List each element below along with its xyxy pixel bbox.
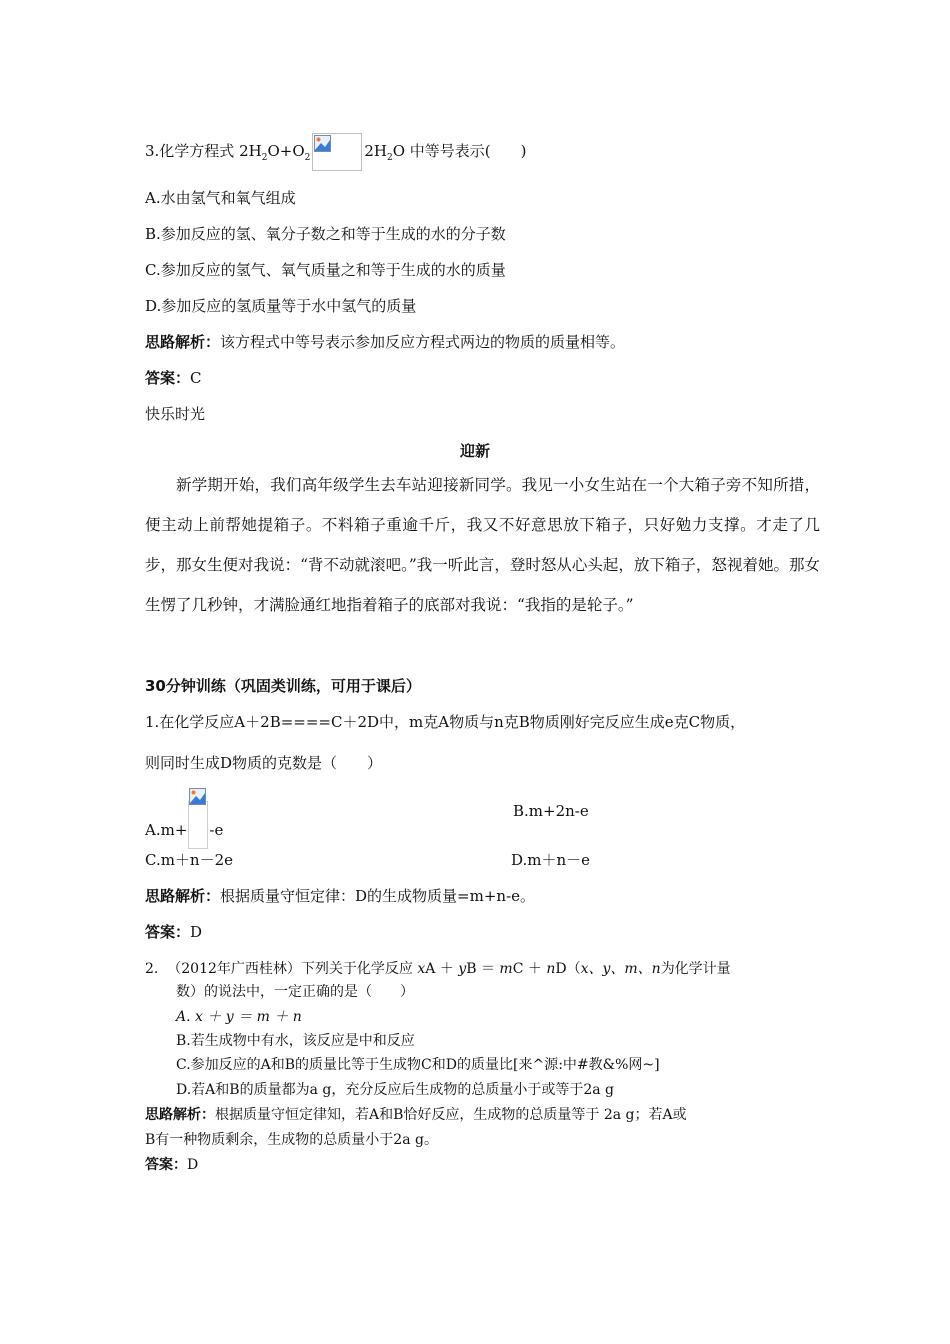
story-title: 迎新 (459, 442, 490, 460)
analysis-label: 思路解析： (145, 333, 221, 351)
q3-option-a: A.水由氢气和氧气组成 (145, 189, 296, 207)
q3-option-d: D.参加反应的氢质量等于水中氢气的质量 (145, 297, 417, 315)
story-body: 新学期开始，我们高年级学生去车站迎接新同学。我见一小女生站在一个大箱子旁不知所措，便主动上前帮她提箱子。不料箱子重逾千斤，我又不好意思放下箱子，只好勉力支撑。才走了几步，那女生便对我说：“背不动就滚吧。”我一听此言，登时怒从心头起，放下箱子，怒视着她。那女生愣了几秒钟，才满脸通红地指着箱子的底部对我说：“我指的是轮子。” (145, 476, 820, 614)
q2-stem-line2: 数）的说法中，一定正确的是（ ） (176, 984, 414, 1000)
q1-option-b: B.m+2n-e (513, 802, 589, 820)
answer-text: D (187, 1157, 199, 1173)
q3-analysis (145, 332, 625, 352)
q2-stem-line1: 2. （2012年广西桂林）下列关于化学反应 xA ＋ yB ＝ mC ＋ nD（x、y、m、n为化学计量 (145, 961, 731, 977)
broken-image-icon (189, 788, 206, 805)
answer-text: D (190, 923, 203, 941)
analysis-text: 该方程式中等号表示参加反应方程式两边的物质的质量相等。 (220, 333, 626, 351)
q1-option-c: C.m＋n－2e (145, 851, 234, 869)
q1-stem-line2: 则同时生成D物质的克数是（ ） (145, 754, 383, 772)
q1-answer (145, 922, 202, 942)
q1-stem-line1: 1.在化学反应A＋2B====C＋2D中，m克A物质与n克B物质刚好完反应生成e克C物质， (145, 713, 746, 731)
q1-option-d: D.m＋n－e (511, 851, 591, 869)
answer-label: 答案： (145, 369, 191, 387)
q2-option-d: D.若A和B的质量都为a g，充分反应后生成物的总质量小于或等于2a g (176, 1082, 614, 1098)
answer-label: 答案： (145, 1157, 187, 1173)
analysis-label: 思路解析： (145, 1107, 215, 1123)
section-heading: 30分钟训练（巩固类训练，可用于课后） (145, 677, 421, 695)
q2-option-c: C.参加反应的A和B的质量比等于生成物C和D的质量比[来^源:中#教&%网~] (176, 1057, 660, 1073)
q2-analysis-line1 (145, 1106, 687, 1125)
q1-analysis (145, 886, 535, 906)
fraction-image-placeholder (188, 801, 208, 849)
happy-time-heading: 快乐时光 (145, 405, 206, 423)
answer-label: 答案： (145, 923, 191, 941)
q1-option-a: A.m+ -e (145, 801, 223, 849)
broken-image-icon (314, 135, 331, 152)
answer-text: C (190, 369, 202, 387)
q3-answer (145, 368, 202, 388)
q3-option-b: B.参加反应的氢、氧分子数之和等于生成的水的分子数 (145, 225, 506, 243)
analysis-label: 思路解析： (145, 887, 221, 905)
q2-analysis-line2: B有一种物质剩余，生成物的总质量小于2a g。 (145, 1132, 438, 1148)
q2-answer (145, 1156, 198, 1175)
q3-stem: 3.化学方程式 $2H_2O+O_2$ $2H_2O$ 中等号表示( ) (145, 133, 527, 171)
analysis-text: 根据质量守恒定律知，若A和B恰好反应，生成物的总质量等于 2a g；若A或 (215, 1107, 687, 1123)
q3-option-c: C.参加反应的氢气、氧气质量之和等于生成的水的质量 (145, 261, 506, 279)
analysis-text: 根据质量守恒定律：D的生成物质量=m+n-e。 (220, 887, 536, 905)
equation-image-placeholder (312, 133, 362, 171)
q2-option-a: A. x ＋ y ＝ m ＋ n (176, 1009, 302, 1025)
q2-option-b: B.若生成物中有水，该反应是中和反应 (176, 1033, 415, 1049)
